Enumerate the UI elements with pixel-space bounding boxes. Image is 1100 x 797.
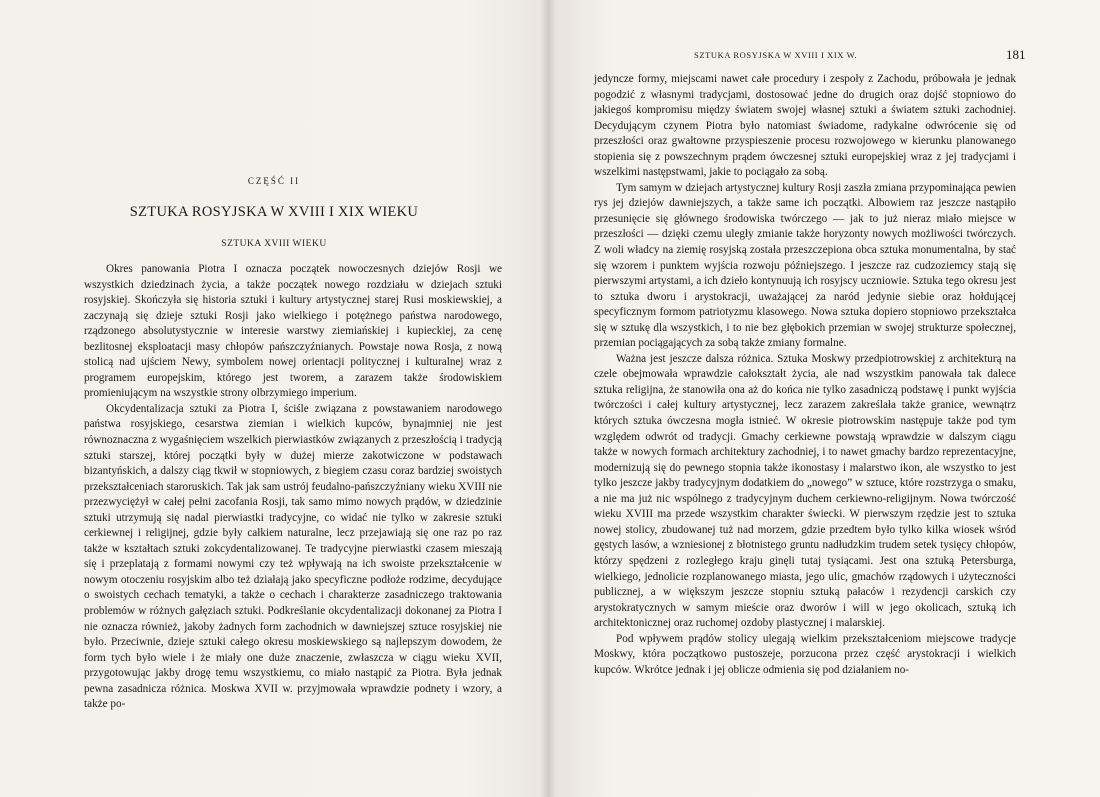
chapter-title: SZTUKA ROSYJSKA W XVIII I XIX WIEKU [129,204,419,220]
paragraph: jedyncze formy, miejscami nawet całe procedury i zespoły z Zachodu, próbowała je jednak pogodzić z własnymi tradycjami, dostosować jedne do drugich oraz dojść stopniowo do jakiegoś kompromisu między światem swojej własnej sztuki a światem sztuki zachodniej. Decydującym czynem Piotra było natomiast świadome, radykalne odwrócenie się od przeszłości oraz gwałtowne przyspieszenie procesu rozwojowego w kierunku planowanego stopienia się z powszechnym prądem ówczesnej sztuki europejskiej wraz z jej tradycjami i wszelkimi następstwami, jakie to pociągało za sobą. [594,73,1016,179]
page-number: 181 [1006,47,1026,62]
paragraph: Tym samym w dziejach artystycznej kultury Rosji zaszła zmiana przypominająca pewien rys jej dziejów dawniejszych, a także same ich początki. Albowiem raz jeszcze nastąpiło przesunięcie się głównego środowiska twórczego — jak to już nieraz miało miejsce w przeszłości — dzięki czemu uległy zmianie także horyzonty nowych możliwości twórczych. Z woli władcy na ziemię rosyjską została przeszczepiona obca sztuka monumentalna, by stać się wzorem i punktem wyjścia rozwoju późniejszego. I jeszcze raz cudzoziemcy stają się pierwszymi artystami, a ich dzieło kontynuują ich rosyjscy uczniowie. Sztuka tego okresu jest to sztuka dworu i arystokracji, uważającej za naród jedynie siebie oraz hołdującej specyficznym formom patriotyzmu klasowego. Nowa sztuka dopiero stopniowo przekształca się w sztukę dla wszystkich, i to nie bez głębokich przemian w swojej strukturze społecznej, przemian pociągających za sobą także zmiany formalne. [594,181,1016,350]
left-page [0,0,548,797]
paragraph: Okres panowania Piotra I oznacza początek nowoczesnych dziejów Rosji we wszystkich dziedzinach życia, a także początek nowego rozdziału w dziejach sztuki rosyjskiej. Skończyła się historia sztuki i kultury artystycznej starej Rusi moskiewskiej, a zaczynają się dzieje sztuki Rosji jako wielkiego i potężnego państwa narodowego, rządzonego absolutystycznie w interesie warstwy ziemiańskiej i kupieckiej, za cenę bezlitosnej eksploatacji masy chłopów pańszczyźnianych. Powstaje nowa Rosja, z nową stolicą nad ujściem Newy, symbolem nowej orientacji politycznej i kulturalnej wraz z programem europejskim, którego jest tworem, a zarazem także środowiskiem promieniującym na wszystkie strony olbrzymiego imperium. [84,263,502,400]
paragraph: Okcydentalizacja sztuki za Piotra I, ściśle związana z powstawaniem narodowego państwa rosyjskiego, cesarstwa ziemian i wielkich kupców, bynajmniej nie jest równoznaczna z wygaśnięciem wszelkich pierwiastków związanych z przeszłością i tradycją sztuki starszej, której początki były w dużej mierze zakotwiczone w podstawach bizantyńskich, a dalszy ciąg tkwił w stopniowych, z biegiem czasu coraz bardziej swoistych przekształceniach staroruskich. Tak jak sam ustrój feudalno-pańszczyźniany wieku XVIII nie przezwyciężył w całej pełni zacofania Rosji, tak samo mimo nowych prądów, w dziedzinie sztuki utrzymują się nadal pierwiastki tradycyjne, co widać nie tylko w zakresie sztuki cerkiewnej i religijnej, gdzie były całkiem naturalne, lecz przejawiają się one raz po raz także w kształtach sztuki zokcydentalizowanej. Te tradycyjne pierwiastki czasem mieszają się i przeplatają z formami nowymi czy też wpływają na ich swoiste przekształcenie w nowym otoczeniu rosyjskim albo też działają jako specyficzne podłoże rodzime, decydujące o swoistych cechach tematyki, a także o cechach i charakterze zasadniczego traktowania problemów w różnych gałęziach sztuki. Podkreślanie okcydentalizacji dokonanej za Piotra I nie oznacza również, jakoby żadnych form zachodnich w dawniejszej sztuce rosyjskiej nie było. Przeciwnie, dzieje sztuki całego okresu moskiewskiego są najlepszym dowodem, że form tych było wiele i że miały one duże znaczenie, zwłaszcza w ciągu wieku XVII, przygotowując jakby drogę temu wszystkiemu, co miało nastąpić za Piotra. Była jednak pewna zasadnicza różnica. Moskwa XVII w. przyjmowała wprawdzie podnety i wzory, a także po- [84,402,502,711]
part-label: CZĘŚĆ II [247,176,301,186]
left-page-body [84,262,502,713]
book-gutter [540,0,556,797]
running-head: SZTUKA ROSYJSKA W XVIII I XIX W. [694,50,858,60]
right-page-body [594,72,1016,678]
paragraph: Pod wpływem prądów stolicy ulegają wielkim przekształceniom miejscowe tradycje Moskwy, która początkowo pustoszeje, porzucona przez część arystokracji i wielkich kupców. Wkrótce jednak i jej oblicze odmienia się pod działaniem no- [594,632,1016,676]
paragraph: Ważna jest jeszcze dalsza różnica. Sztuka Moskwy przedpiotrowskiej z architekturą na czele obejmowała wprawdzie całokształt życia, ale nad wszystkim panowała tak dalece sztuka religijna, że stanowiła ona aż do końca nie tylko zasadniczą podstawę i punkt wyjścia twórczości i całej kultury artystycznej, lecz zarazem zakreślała także granice, wewnątrz których sztuka ówczesna mogła istnieć. W okresie piotrowskim następuje także pod tym względem odwrót od tradycji. Gmachy cerkiewne powstają wprawdzie w dalszym ciągu także w nowych formach architektury zachodniej, i to nawet gmachy bardzo reprezentacyjne, modernizują się do pewnego stopnia także ikonostasy i malarstwo ikon, ale wszystko to jest tylko jeszcze jakby tradycyjnym dodatkiem do „nowego” w sztuce, które rozstrzyga o smaku, a nie ma już nic wspólnego z tradycyjnym duchem cerkiewno-religijnym. Nowa twórczość wieku XVIII ma przede wszystkim charakter świecki. W pierwszym rzędzie jest to sztuka nowej stolicy, zbudowanej tuż nad morzem, gdzie przedtem było tylko kilka wiosek wśród gęstych lasów, a wzniesionej z błotnistego gruntu nadłudzkim trudem setek tysięcy chłopów, którzy spędzeni z rozległego kraju ginęli tutaj tysiącami. Jest ona sztuką Petersburga, wielkiego, jednolicie rozplanowanego miasta, jego ulic, gmachów rządowych i użyteczności publicznej, a w większym jeszcze stopniu sztuką pałaców i rezydencji carskich czy arystokratycznych w samym mieście oraz dworów i will w jego okolicach, sztuką ich architektonicznej oraz ruchomej ozdoby plastycznej i malarskiej. [594,352,1016,630]
section-title: SZTUKA XVIII WIEKU [221,239,327,249]
